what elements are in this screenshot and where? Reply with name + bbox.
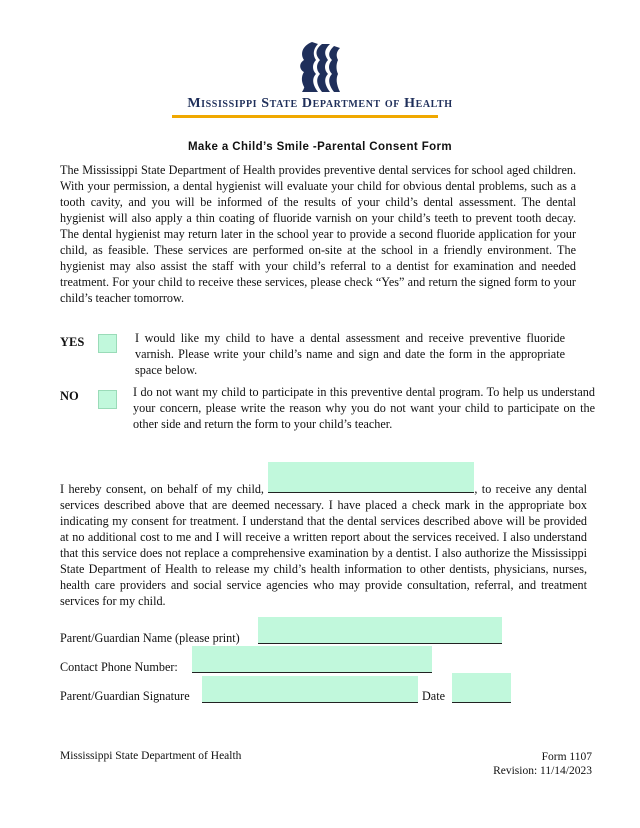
consent-rest: , to receive any dental services described above that are deemed necessary. I have placed a check mark in the appropriate box indicating my consent for treatment. I understand that the dental services described above will be provided at no additional cost to me and I will receive a written report about the services received. I also understand that this service does not replace a comprehensive examination by a dentist. I also authorize the Mississippi State Department of Health to release my child’s health information to other dentists, physicians, nurses, health care providers and social service agencies who may provide consultation, referral, and treatment services for my child. xyxy=(60,482,587,608)
no-description: I do not want my child to participate in this preventive dental program. To help us understand your concern, please write the reason why you do not want your child to participate on the other side and return the form to your child’s teacher. xyxy=(133,385,595,431)
guardian-name-field[interactable] xyxy=(258,617,502,644)
yes-description: I would like my child to have a dental assessment and receive preventive fluoride varnish. Please write your child’s name and sign and date the form in the appropriate space below. xyxy=(135,331,565,377)
consent-paragraph xyxy=(60,476,587,609)
signature-label: Parent/Guardian Signature xyxy=(60,689,190,703)
signature-field[interactable] xyxy=(202,676,418,703)
intro-paragraph: The Mississippi State Department of Health provides preventive dental services for school aged children. With your permission, a dental hygienist will evaluate your child for obvious dental problems, such as a tooth cavity, and you will be informed of the results of your child’s dental assessment. The dental hygienist will also apply a thin coating of fluoride varnish on your child’s teeth to prevent tooth decay. The dental hygienist may return later in the school year to provide a second fluoride application for your child, as feasible. These services are performed on-site at the school in a friendly environment. The hygienist may also assist the staff with your child’s referral to a dentist for examination and needed treatment. For your child to receive these services, please check “Yes” and return the signed form to your child’s teacher tomorrow. xyxy=(60,163,576,305)
agency-divider xyxy=(172,115,438,118)
agency-name: Mississippi State Department of Health xyxy=(187,96,453,111)
child-name-field[interactable] xyxy=(268,462,474,493)
yes-label: YES xyxy=(60,335,85,349)
form-title: Make a Child’s Smile -Parental Consent Form xyxy=(187,141,453,153)
date-label: Date xyxy=(422,689,446,703)
yes-checkbox[interactable] xyxy=(98,334,117,353)
no-label: NO xyxy=(60,389,79,403)
guardian-name-label: Parent/Guardian Name (please print) xyxy=(60,631,240,645)
no-checkbox[interactable] xyxy=(98,390,117,409)
revision-date: Revision: 11/14/2023 xyxy=(493,765,592,777)
phone-field[interactable] xyxy=(192,646,432,673)
date-field[interactable] xyxy=(452,673,511,703)
form-number: Form 1107 xyxy=(541,751,592,763)
footer-form-info xyxy=(440,750,592,778)
msdh-profiles-logo-icon xyxy=(282,40,358,94)
phone-label: Contact Phone Number: xyxy=(60,660,178,674)
footer-agency: Mississippi State Department of Health xyxy=(60,750,242,762)
consent-lead: I hereby consent, on behalf of my child, xyxy=(60,482,264,496)
